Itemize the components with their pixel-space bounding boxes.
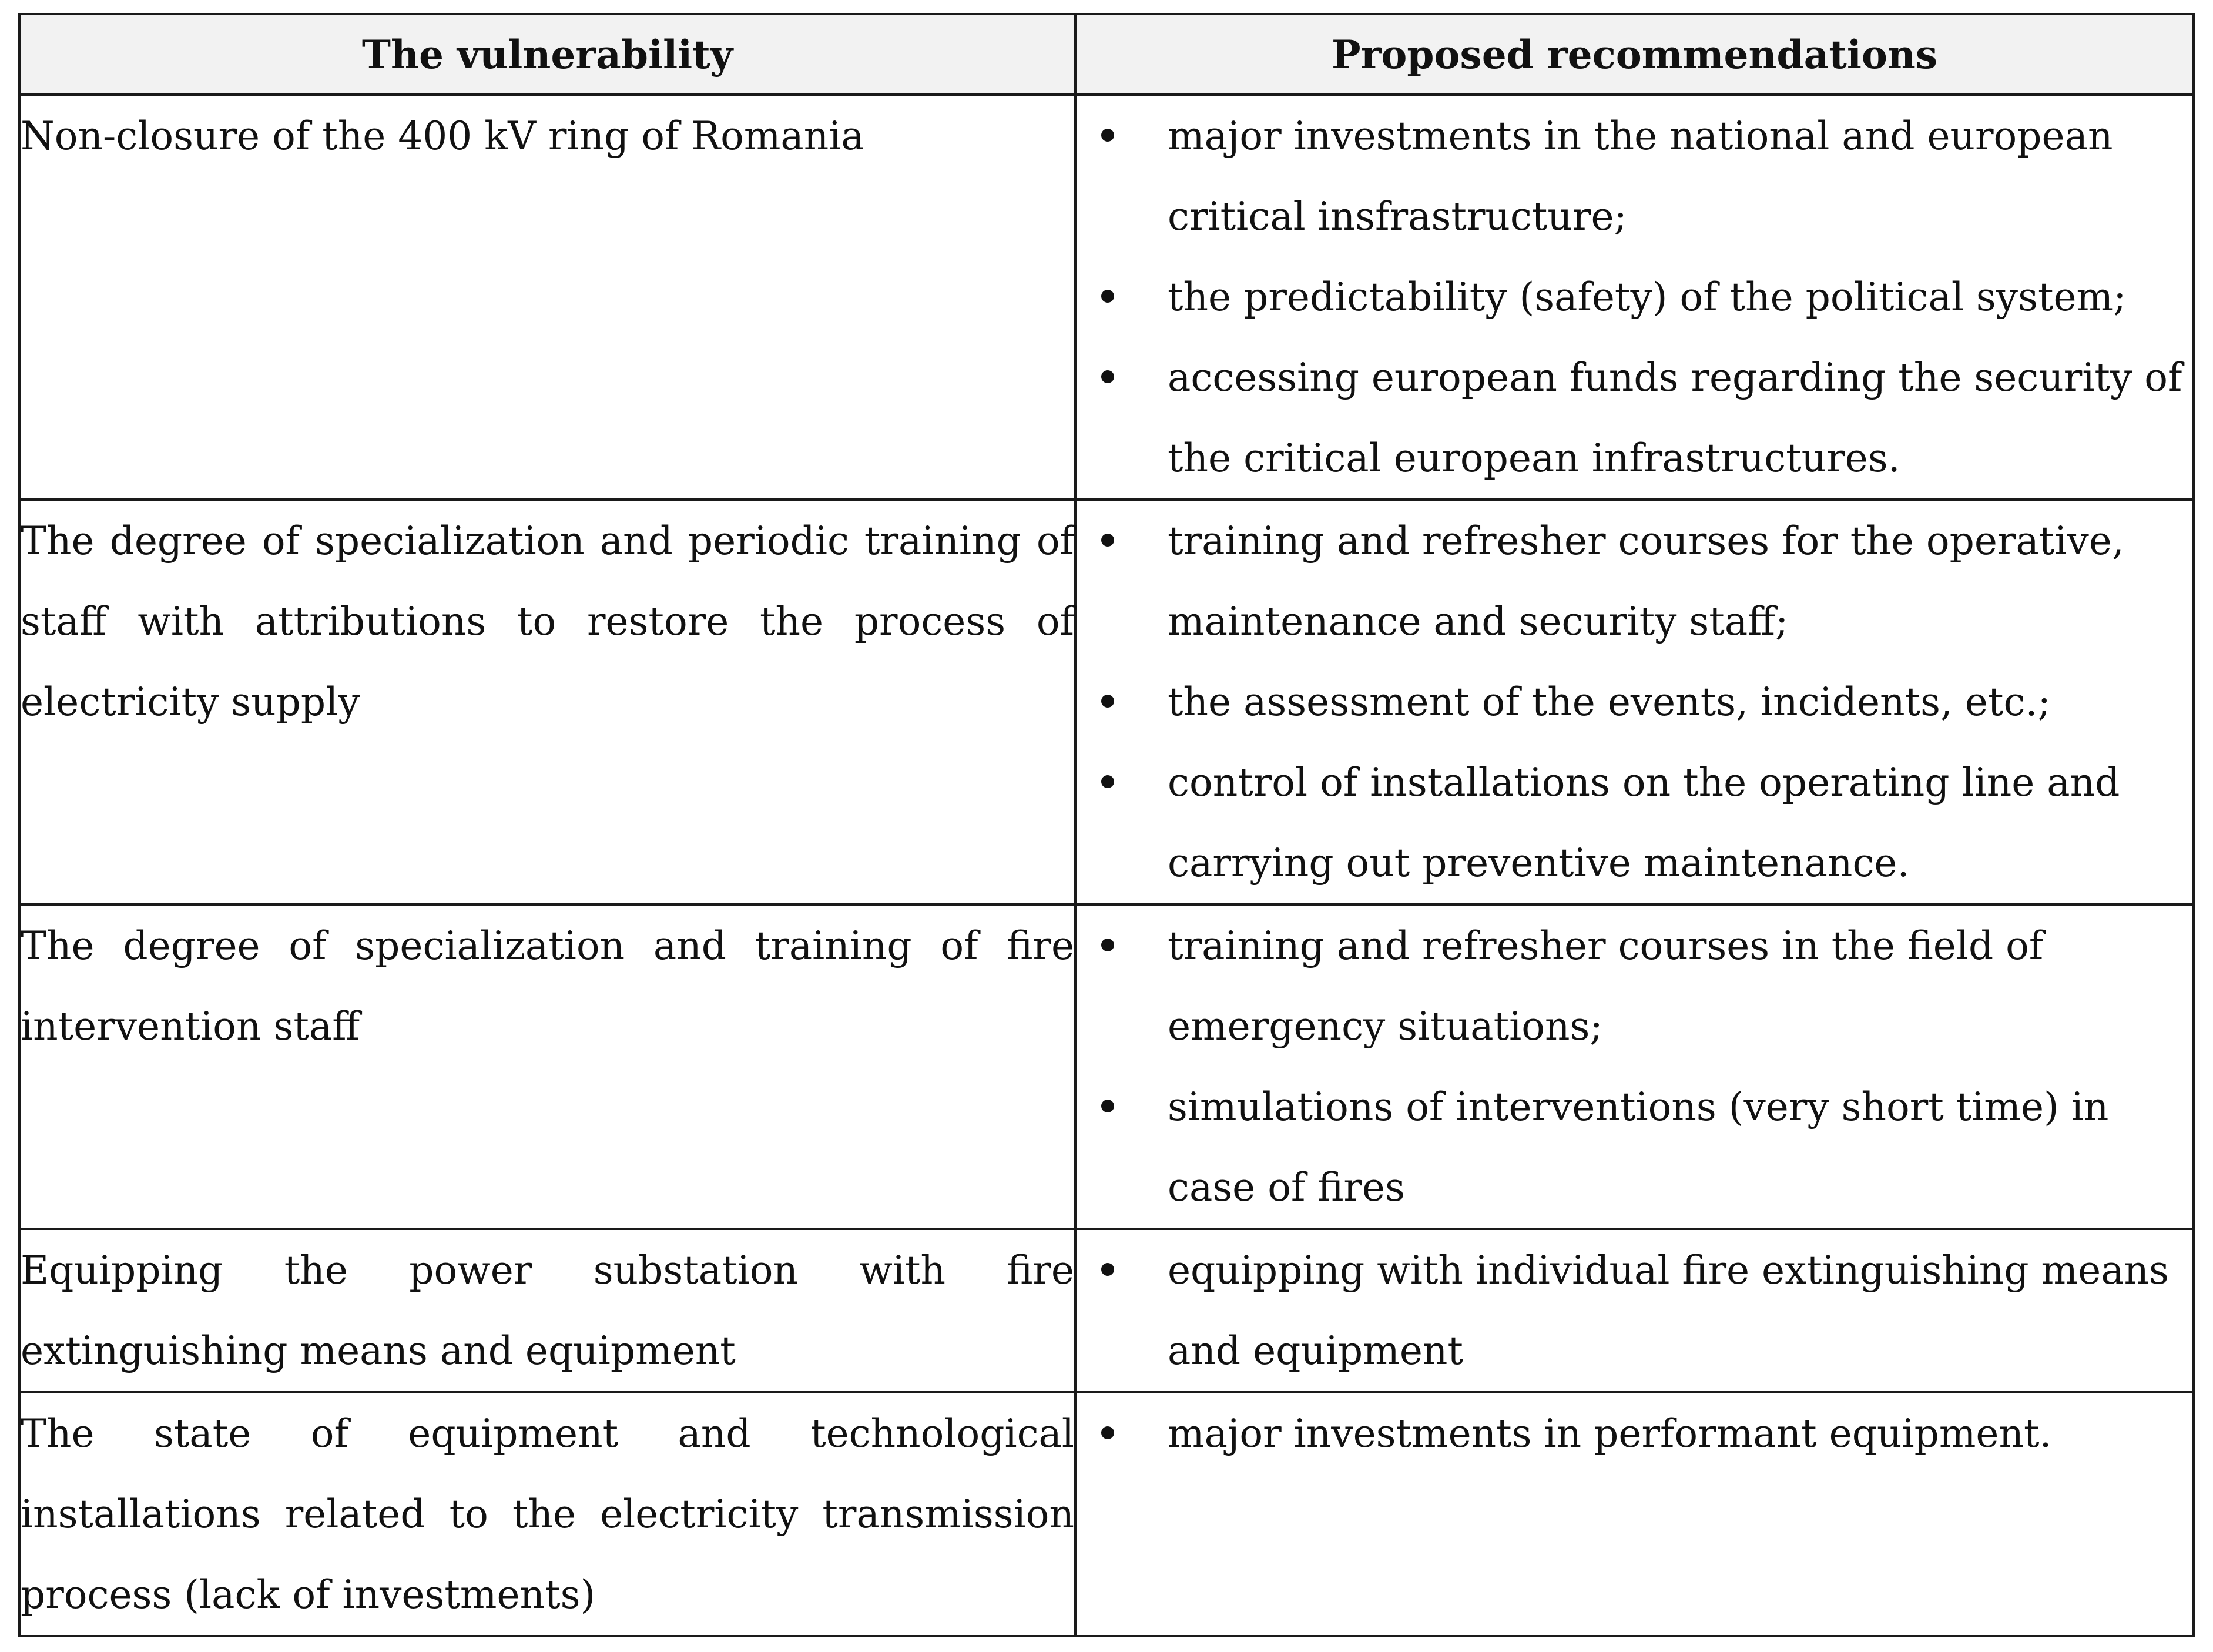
recommendation-item: [1077, 501, 2192, 662]
recommendation-text: major investments in performant equipment.: [1168, 1411, 2052, 1456]
recommendation-list: [1077, 501, 2192, 903]
recommendation-item: [1077, 1067, 2192, 1228]
recommendation-item: [1077, 96, 2192, 257]
vulnerability-cell: The degree of specialization and periodic training of staff with attributions to restore the process of electricity supply: [19, 500, 1075, 904]
recommendations-cell: [1075, 500, 2194, 904]
vulnerability-cell: Equipping the power substation with fire extinguishing means and equipment: [19, 1229, 1075, 1392]
table-row: [19, 1392, 2194, 1636]
bullet-icon: [1101, 695, 1114, 708]
recommendations-cell: [1075, 1229, 2194, 1392]
bullet-icon: [1101, 129, 1114, 142]
recommendations-cell: [1075, 1392, 2194, 1636]
table-row: [19, 500, 2194, 904]
bullet-icon: [1101, 534, 1114, 547]
recommendation-text: training and refresher courses in the field of emergency situations;: [1168, 923, 2044, 1049]
bullet-icon: [1101, 1426, 1114, 1439]
vulnerability-cell: The degree of specialization and training of fire intervention staff: [19, 904, 1075, 1229]
recommendation-list: [1077, 1230, 2192, 1391]
bullet-icon: [1101, 939, 1114, 951]
vulnerability-cell: The state of equipment and technological installations related to the electricity transmission process (lack of investments): [19, 1392, 1075, 1636]
recommendation-list: [1077, 96, 2192, 498]
recommendation-text: accessing european funds regarding the security of the critical european infrastructures.: [1168, 355, 2182, 481]
recommendation-item: [1077, 742, 2192, 903]
bullet-icon: [1101, 1263, 1114, 1276]
bullet-icon: [1101, 775, 1114, 788]
recommendation-list: [1077, 906, 2192, 1228]
table-row: [19, 95, 2194, 500]
header-recommendations: Proposed recommendations: [1075, 14, 2194, 95]
recommendation-text: control of installations on the operating line and carrying out preventive maintenance.: [1168, 760, 2120, 886]
recommendations-cell: [1075, 904, 2194, 1229]
recommendation-item: [1077, 906, 2192, 1067]
vulnerability-table: [18, 13, 2195, 1637]
recommendation-text: equipping with individual fire extinguishing means and equipment: [1168, 1248, 2169, 1373]
recommendations-cell: [1075, 95, 2194, 500]
recommendation-item: [1077, 662, 2192, 742]
recommendation-item: [1077, 1393, 2192, 1474]
recommendation-item: [1077, 337, 2192, 498]
recommendation-list: [1077, 1393, 2192, 1474]
header-vulnerability: The vulnerability: [19, 14, 1075, 95]
recommendation-item: [1077, 1230, 2192, 1391]
recommendation-item: [1077, 257, 2192, 337]
bullet-icon: [1101, 370, 1114, 383]
bullet-icon: [1101, 1100, 1114, 1112]
bullet-icon: [1101, 290, 1114, 303]
table-row: [19, 904, 2194, 1229]
vulnerability-cell: Non-closure of the 400 kV ring of Romania: [19, 95, 1075, 500]
table-row: [19, 1229, 2194, 1392]
recommendation-text: training and refresher courses for the operative, maintenance and security staff;: [1168, 518, 2124, 644]
recommendation-text: major investments in the national and european critical insfrastructure;: [1168, 113, 2113, 239]
recommendation-text: simulations of interventions (very short time) in case of fires: [1168, 1084, 2109, 1210]
recommendation-text: the predictability (safety) of the political system;: [1168, 274, 2127, 320]
recommendation-text: the assessment of the events, incidents, etc.;: [1168, 679, 2051, 725]
header-row: [19, 14, 2194, 95]
